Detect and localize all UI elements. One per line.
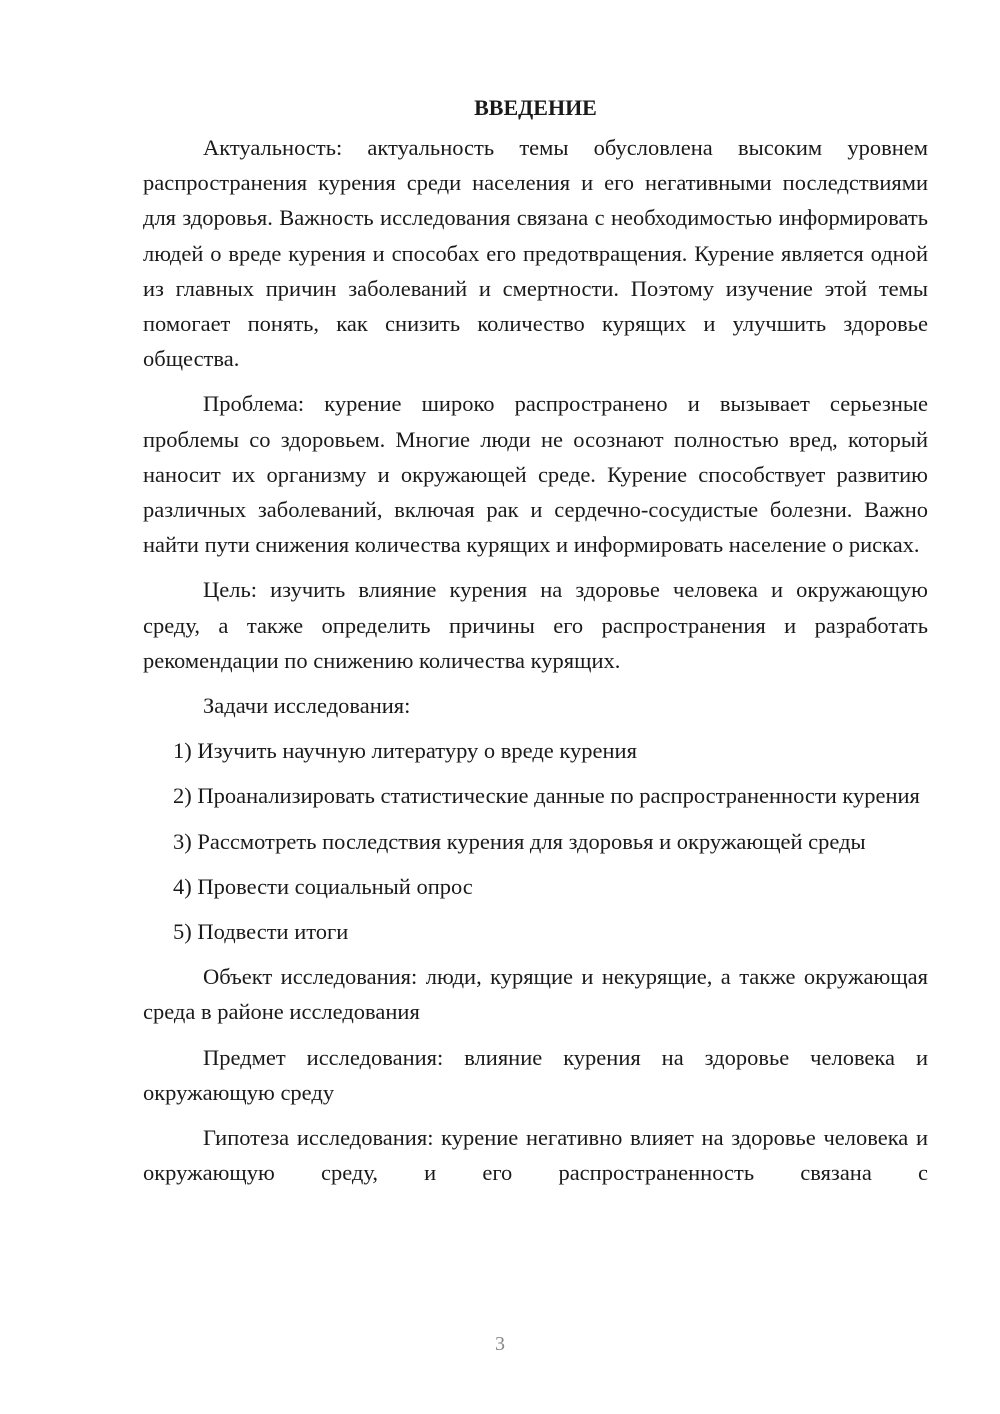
hypothesis-paragraph: Гипотеза исследования: курение негативно влияет на здоровье человека и окружающую среду, и его распространенность связана с [143, 1125, 928, 1186]
relevance-paragraph: Актуальность: актуальность темы обусловлена высоким уровнем распространения курения среди населения и его негативными последствиями для здоровья. Важность исследования связана с необходимостью информировать людей о вреде курения и способах его предотвращения. Курение является одной из главных причин заболеваний и смертности. Поэтому изучение этой темы помогает понять, как снизить количество курящих и улучшить здоровье общества. [143, 135, 928, 372]
task-item-4: 4) Провести социальный опрос [173, 873, 473, 899]
section-title: ВВЕДЕНИЕ [474, 95, 597, 120]
task-item-5: 5) Подвести итоги [173, 919, 349, 945]
subject-paragraph: Предмет исследования: влияние курения на здоровье человека и окружающую среду [143, 1044, 928, 1105]
task-item-1: 1) Изучить научную литературу о вреде курения [173, 738, 637, 764]
task-item-3: 3) Рассмотреть последствия курения для здоровья и окружающей среды [173, 828, 866, 854]
goal-paragraph: Цель: изучить влияние курения на здоровье человека и окружающую среду, а также определить причины его распространения и разработать рекомендации по снижению количества курящих. [143, 577, 928, 673]
page-number: 3 [495, 1333, 505, 1355]
task-item-2: 2) Проанализировать статистические данные по распространенности курения [173, 783, 920, 809]
object-paragraph: Объект исследования: люди, курящие и некурящие, а также окружающая среда в районе исследования [143, 964, 928, 1025]
problem-paragraph: Проблема: курение широко распространено и вызывает серьезные проблемы со здоровьем. Многие люди не осознают полностью вред, который наносит их организму и окружающей среде. Курение способствует развитию различных заболеваний, включая рак и сердечно-сосудистые болезни. Важно найти пути снижения количества курящих и информировать население о рисках. [143, 391, 928, 558]
document-page [143, 90, 928, 1200]
tasks-heading: Задачи исследования: [203, 693, 411, 719]
